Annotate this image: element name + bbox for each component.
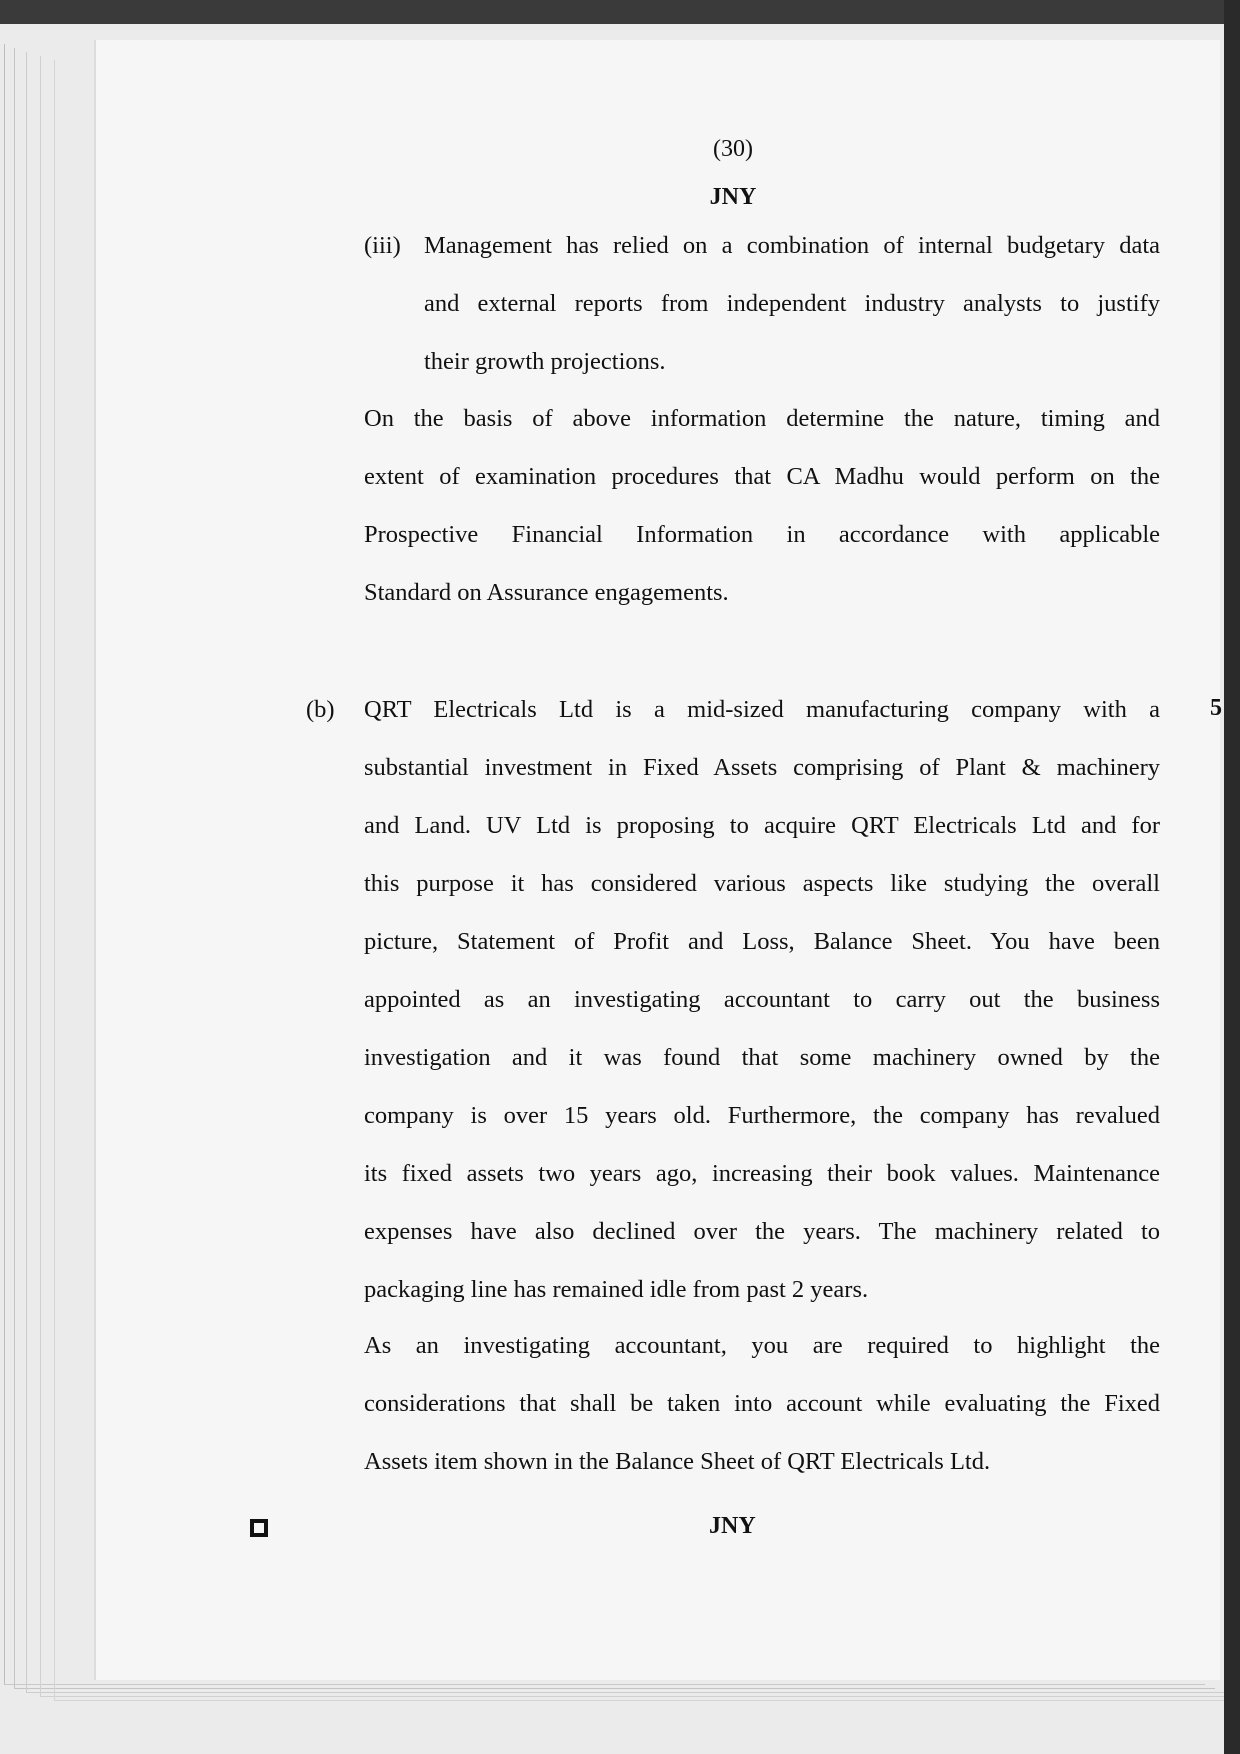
question-line: Standard on Assurance engagements. bbox=[364, 579, 729, 606]
question-line: extent of examination procedures that CA Madhu would perform on the bbox=[364, 463, 1160, 490]
paper-code-footer: JNY bbox=[709, 1513, 756, 1539]
question-line: Prospective Financial Information in accordance with applicable bbox=[364, 521, 1160, 548]
part-b-line: company is over 15 years old. Furthermore, the company has revalued bbox=[364, 1102, 1160, 1129]
scan-top-edge bbox=[0, 0, 1240, 24]
scan-right-edge bbox=[1224, 0, 1240, 1754]
item-iii-line: their growth projections. bbox=[424, 348, 666, 375]
part-b-question-line: considerations that shall be taken into account while evaluating the Fixed bbox=[364, 1390, 1160, 1417]
marks-badge: 5 bbox=[1210, 695, 1222, 721]
question-line: On the basis of above information determine the nature, timing and bbox=[364, 405, 1160, 432]
part-b-question-line: As an investigating accountant, you are required to highlight the bbox=[364, 1332, 1160, 1359]
part-b-line: this purpose it has considered various aspects like studying the overall bbox=[364, 870, 1160, 897]
part-b-line: investigation and it was found that some machinery owned by the bbox=[364, 1044, 1160, 1071]
page-number: (30) bbox=[713, 136, 753, 162]
part-b-line: its fixed assets two years ago, increasing their book values. Maintenance bbox=[364, 1160, 1160, 1187]
item-iii-line: Management has relied on a combination of internal budgetary data bbox=[424, 232, 1160, 259]
part-b-line: picture, Statement of Profit and Loss, Balance Sheet. You have been bbox=[364, 928, 1160, 955]
part-b-line: substantial investment in Fixed Assets comprising of Plant & machinery bbox=[364, 754, 1160, 781]
part-b-line: QRT Electricals Ltd is a mid-sized manufacturing company with a bbox=[364, 696, 1160, 723]
item-iii-line: and external reports from independent industry analysts to justify bbox=[424, 290, 1160, 317]
item-label: (iii) bbox=[364, 232, 401, 259]
square-box-icon bbox=[250, 1519, 268, 1537]
part-b-label: (b) bbox=[306, 696, 335, 723]
document-page bbox=[96, 40, 1220, 1680]
part-b-line: expenses have also declined over the years. The machinery related to bbox=[364, 1218, 1160, 1245]
part-b-line: packaging line has remained idle from past 2 years. bbox=[364, 1276, 869, 1303]
part-b-question-line: Assets item shown in the Balance Sheet of QRT Electricals Ltd. bbox=[364, 1448, 991, 1475]
part-b-line: appointed as an investigating accountant to carry out the business bbox=[364, 986, 1160, 1013]
paper-code-header: JNY bbox=[709, 184, 757, 210]
part-b-line: and Land. UV Ltd is proposing to acquire QRT Electricals Ltd and for bbox=[364, 812, 1160, 839]
